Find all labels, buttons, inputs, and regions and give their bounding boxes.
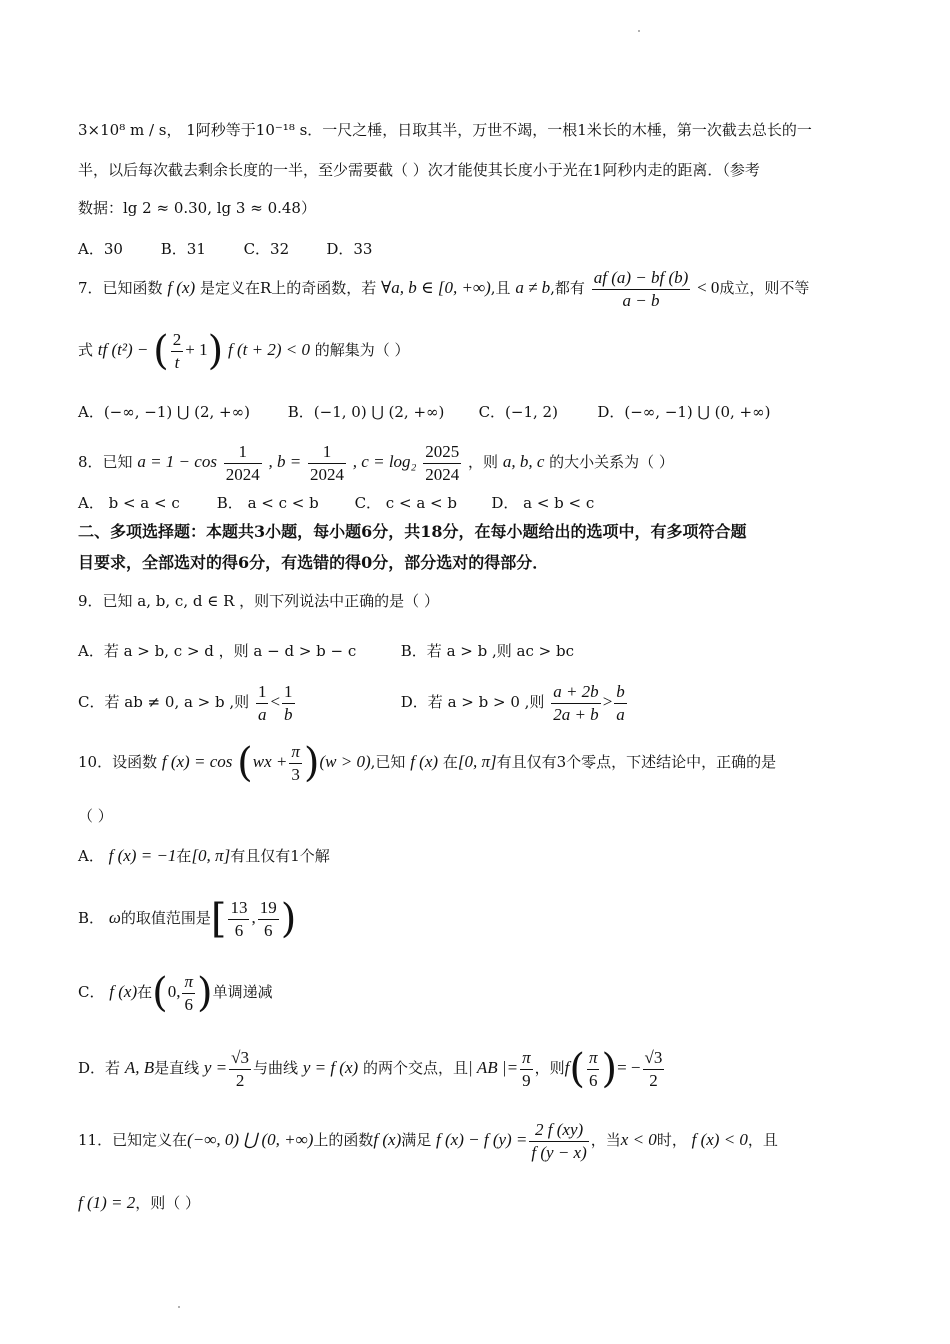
q9-d-num-2: b	[616, 681, 625, 701]
q11-mid3: ，当	[590, 1131, 621, 1149]
q10-b-frac-2	[258, 897, 279, 942]
q7-fraction-2	[171, 329, 184, 374]
q7-line2-prefix: 式	[78, 341, 94, 359]
q8-c-numerator: 2025	[425, 441, 460, 461]
q8-prefix: 8．已知	[78, 453, 133, 471]
q9-options-cd	[78, 678, 629, 726]
scan-dot-top	[638, 30, 640, 32]
q8-a-numerator: 1	[238, 441, 247, 461]
q11-numerator: 2 f (xy)	[535, 1119, 584, 1139]
q8-b-denominator: 2024	[310, 464, 345, 484]
q10-d-eq: = −	[617, 1058, 641, 1077]
q7-line-1	[78, 264, 809, 312]
q7-frac2-numerator: 2	[172, 329, 182, 349]
q8-b-lhs: , b =	[268, 452, 302, 471]
q8-suffix: ，则	[468, 453, 499, 471]
q10-a-mid: 在	[176, 847, 192, 865]
q10-paren: （ ）	[78, 807, 113, 825]
q11-line-2	[78, 1193, 200, 1213]
q7-inequality-b: + 1	[185, 340, 208, 359]
q8-a-fraction	[224, 441, 262, 486]
q7-text-3: ,都有	[550, 279, 585, 297]
q9-c-den-2: b	[284, 704, 293, 724]
q10-mid2: 在	[442, 753, 458, 771]
q6-option-d: D．33	[326, 240, 373, 258]
q10-d-den-3: 6	[587, 1069, 600, 1092]
scan-dot-bottom	[178, 1306, 180, 1308]
q10-d-frac-1	[229, 1047, 251, 1092]
q10-b-den-1: 6	[228, 919, 249, 942]
q9-option-c	[78, 678, 396, 726]
q6-line-3	[78, 198, 316, 218]
q7-lt-zero: < 0	[697, 278, 720, 297]
q8-option-b: B． a < c < b	[216, 494, 319, 512]
section2-text-2: 目要求，全部选对的得6分，有选错的得0分，部分选对的得部分．	[78, 553, 549, 572]
q7-right-paren: )	[207, 328, 224, 374]
q10-c-prefix: C．	[78, 983, 105, 1001]
q7-option-d: D．(−∞, −1) ⋃ (0, +∞)	[597, 403, 771, 421]
q6-text-3: 数据：lg 2 ≈ 0.30, lg 3 ≈ 0.48）	[78, 199, 316, 217]
q7-option-a: A．(−∞, −1) ⋃ (2, +∞)	[78, 403, 250, 421]
q10-d-mid-1: 是直线	[154, 1059, 200, 1077]
section2-text-1: 二、多项选择题：本题共3小题，每小题6分，共18分，在每小题给出的选项中，有多项符合题	[78, 522, 747, 541]
q9-option-b: B．若 a > b ,则 ac > bc	[400, 642, 574, 660]
q7-option-c: C．(−1, 2)	[478, 403, 558, 421]
q11-mid4: 时，	[656, 1131, 687, 1149]
q10-mid: ,已知	[370, 753, 406, 771]
q9-option-c-prefix: C．若 ab ≠ 0, a > b ,则	[78, 693, 250, 711]
q7-options	[78, 402, 770, 422]
q9-option-d-frac-2	[614, 681, 627, 726]
q7-condition: ∀a, b ∈ [0, +∞)	[381, 278, 491, 297]
q6-text-1: 3×10⁸ m / s， 1阿秒等于10⁻¹⁸ s．一尺之棰，日取其半，万世不竭，一根1米长的木棰，第一次截去总长的一	[78, 121, 812, 139]
q11-cond: x < 0	[620, 1130, 657, 1149]
q9-c-den-1: a	[257, 704, 267, 724]
q9-d-den-2: a	[616, 704, 625, 724]
q6-line-2	[78, 160, 760, 180]
q8-b-fraction	[308, 441, 346, 486]
q10-d-num-3: π	[588, 1047, 598, 1067]
q10-option-b	[78, 894, 296, 942]
q10-d-mid-2: 与曲线	[253, 1059, 299, 1077]
q9-option-c-frac-1	[256, 681, 269, 726]
q10-b-den-2: 6	[258, 919, 279, 942]
q10-paren-line	[78, 806, 113, 826]
q11-line-1	[78, 1116, 778, 1164]
q10-d-frac-3	[587, 1047, 600, 1092]
q9-c-num-2: 1	[284, 681, 293, 701]
q11-mid2: 满足	[401, 1131, 432, 1149]
q10-c-num: π	[184, 971, 194, 991]
q6-option-c: C．32	[243, 240, 290, 258]
q10-b-prefix: B．	[78, 909, 105, 927]
q10-d-den-1: 2	[229, 1069, 251, 1092]
q7-inequality-a: tf (t²) −	[97, 340, 149, 359]
q10-d-den-2: 9	[520, 1069, 533, 1092]
q10-fx: f (x)	[410, 752, 439, 771]
q10-d-left-paren: (	[569, 1046, 585, 1092]
q10-line-1	[78, 738, 776, 786]
q10-a-tail: 有且仅有1个解	[230, 847, 330, 865]
q10-c-right-paren: )	[197, 970, 213, 1016]
q7-line-2	[78, 326, 410, 374]
q7-text-4: 成立，则不等	[719, 279, 810, 297]
q10-d-mid-4: ，则	[534, 1059, 565, 1077]
q7-text-1: 是定义在R上的奇函数，若	[199, 279, 377, 297]
q8-line-1	[78, 438, 674, 486]
q10-d-abs: | AB |=	[467, 1058, 519, 1077]
q10-d-frac-2	[520, 1047, 533, 1092]
q9-d-gt: >	[602, 692, 613, 711]
q10-b-num-1: 13	[230, 897, 248, 917]
q11-mid: 上的函数	[313, 1131, 374, 1149]
q7-fraction	[592, 267, 691, 312]
q10-c-left-paren: (	[152, 970, 168, 1016]
q7-left-paren: (	[153, 328, 169, 374]
q10-option-a	[78, 846, 330, 866]
q10-interval: [0, π]	[457, 752, 497, 771]
q9-options-ab	[78, 641, 574, 661]
q10-d-prefix: D．若	[78, 1059, 121, 1077]
q9-option-d-prefix: D．若 a > b > 0 ,则	[400, 693, 545, 711]
q10-tail: 有且仅有3个零点，下述结论中，正确的是	[496, 753, 777, 771]
q8-options	[78, 493, 594, 513]
q9-option-c-frac-2	[282, 681, 295, 726]
q7-line2-suffix: 的解集为（ ）	[314, 341, 410, 359]
q11-fx: f (x)	[373, 1130, 402, 1149]
q10-c-fx: f (x)	[109, 982, 138, 1001]
q10-c-frac	[182, 971, 195, 1016]
q8-vars: a, b, c	[502, 452, 545, 471]
q7-inequality-c: f (t + 2) < 0	[227, 340, 310, 359]
q7-frac-numerator: af (a) − bf (b)	[593, 267, 689, 287]
q10-option-d	[78, 1044, 666, 1092]
q10-c-den: 6	[182, 993, 195, 1016]
q10-d-f: f	[564, 1058, 570, 1077]
q10-d-curve: y = f (x)	[302, 1058, 359, 1077]
q9-c-lt: <	[270, 692, 281, 711]
q9-option-a: A．若 a > b, c > d ，则 a − d > b − c	[78, 642, 357, 660]
q6-text-2: 半，以后每次截去剩余长度的一半，至少需要截（ ）次才能使其长度小于光在1阿秒内走的距离．（参考	[78, 161, 760, 179]
q11-fraction	[529, 1119, 588, 1164]
q10-d-num-2: π	[522, 1047, 531, 1067]
q8-c-lhs: , c = log₂	[352, 452, 417, 471]
q8-option-a: A． b < a < c	[78, 494, 180, 512]
q9-option-d-frac-1	[551, 681, 600, 726]
q10-b-omega: ω	[108, 908, 121, 927]
q10-b-num-2: 19	[259, 897, 277, 917]
q6-option-b: B．31	[160, 240, 206, 258]
q8-suffix-2: 的大小关系为（ ）	[549, 453, 674, 471]
q7-prefix: 7．已知函数	[78, 279, 163, 297]
q8-b-numerator: 1	[322, 441, 332, 461]
q9-d-num-1: a + 2b	[553, 681, 599, 701]
q10-pi-fraction	[289, 741, 302, 786]
q8-c-denominator: 2024	[425, 464, 460, 484]
q9-d-den-1: 2a + b	[553, 704, 599, 724]
q7-option-b: B．(−1, 0) ⋃ (2, +∞)	[287, 403, 445, 421]
q11-prefix: 11．已知定义在	[78, 1131, 188, 1149]
q6-option-a: A．30	[78, 240, 123, 258]
q10-prefix: 10．设函数	[78, 753, 158, 771]
q7-frac-denominator: a − b	[592, 289, 691, 312]
q11-f1-eq: f (1) = 2	[78, 1193, 136, 1212]
q10-d-num-1: √3	[231, 1047, 250, 1067]
q10-c-zero: 0,	[167, 982, 181, 1001]
q10-d-mid-3: 的两个交点，且	[362, 1059, 468, 1077]
q8-a-denominator: 2024	[225, 464, 260, 484]
q10-a-eq: f (x) = −1	[108, 846, 177, 865]
q7-frac2-denominator: t	[171, 351, 184, 374]
q10-d-frac-4	[643, 1047, 665, 1092]
q6-options	[78, 239, 372, 259]
q10-d-ab: A, B	[124, 1058, 155, 1077]
q11-denominator: f (y − x)	[531, 1142, 587, 1162]
q10-a-interval: [0, π]	[191, 846, 231, 865]
q9-stem-text: 9．已知 a, b, c, d ∈ R ，则下列说法中正确的是（ ）	[78, 592, 439, 610]
q10-c-mid: 在	[137, 983, 153, 1001]
q8-a-lhs: a = 1 − cos	[137, 452, 217, 471]
q10-option-c	[78, 968, 273, 1016]
q10-a-prefix: A．	[78, 847, 104, 865]
q10-d-den-4: 2	[643, 1069, 665, 1092]
q11-cond2: f (x) < 0	[691, 1130, 748, 1149]
q11-tail: ，且	[747, 1131, 778, 1149]
q10-b-frac-1	[228, 897, 249, 942]
q10-d-y: y =	[203, 1058, 228, 1077]
q11-line2-tail: ，则（ ）	[135, 1194, 201, 1212]
q10-b-mid: 的取值范围是	[120, 909, 211, 927]
q8-option-c: C． c < a < b	[354, 494, 457, 512]
q10-b-right-paren: )	[280, 896, 297, 942]
q10-b-left-bracket: [	[210, 896, 227, 942]
q10-inner-a: wx +	[252, 752, 288, 771]
q10-pi-num: π	[291, 741, 300, 761]
q10-pi-den: 3	[289, 763, 302, 786]
q7-text-2: ,且	[490, 279, 511, 297]
q10-cond: (w > 0)	[319, 752, 371, 771]
q10-f-eq: f (x) = cos	[161, 752, 233, 771]
section2-line-2	[78, 553, 548, 573]
q10-d-right-paren: )	[601, 1046, 618, 1092]
q10-c-tail: 单调递减	[212, 983, 273, 1001]
q7-neq: a ≠ b	[515, 278, 551, 297]
section2-line-1	[78, 522, 747, 542]
q9-c-num-1: 1	[257, 681, 267, 701]
q10-d-num-4: √3	[644, 1047, 663, 1067]
q11-domain: (−∞, 0) ⋃ (0, +∞)	[187, 1130, 314, 1149]
q10-left-paren: (	[237, 740, 253, 786]
q10-b-comma: ,	[251, 908, 256, 927]
q8-c-fraction	[423, 441, 461, 486]
q9-stem	[78, 591, 439, 611]
q9-option-d	[401, 678, 629, 726]
q8-option-d: D． a < b < c	[491, 494, 595, 512]
q6-line-1	[78, 120, 812, 140]
q7-fx: f (x)	[167, 278, 196, 297]
q11-eq-lhs: f (x) − f (y) =	[436, 1130, 528, 1149]
q10-right-paren: )	[303, 740, 320, 786]
